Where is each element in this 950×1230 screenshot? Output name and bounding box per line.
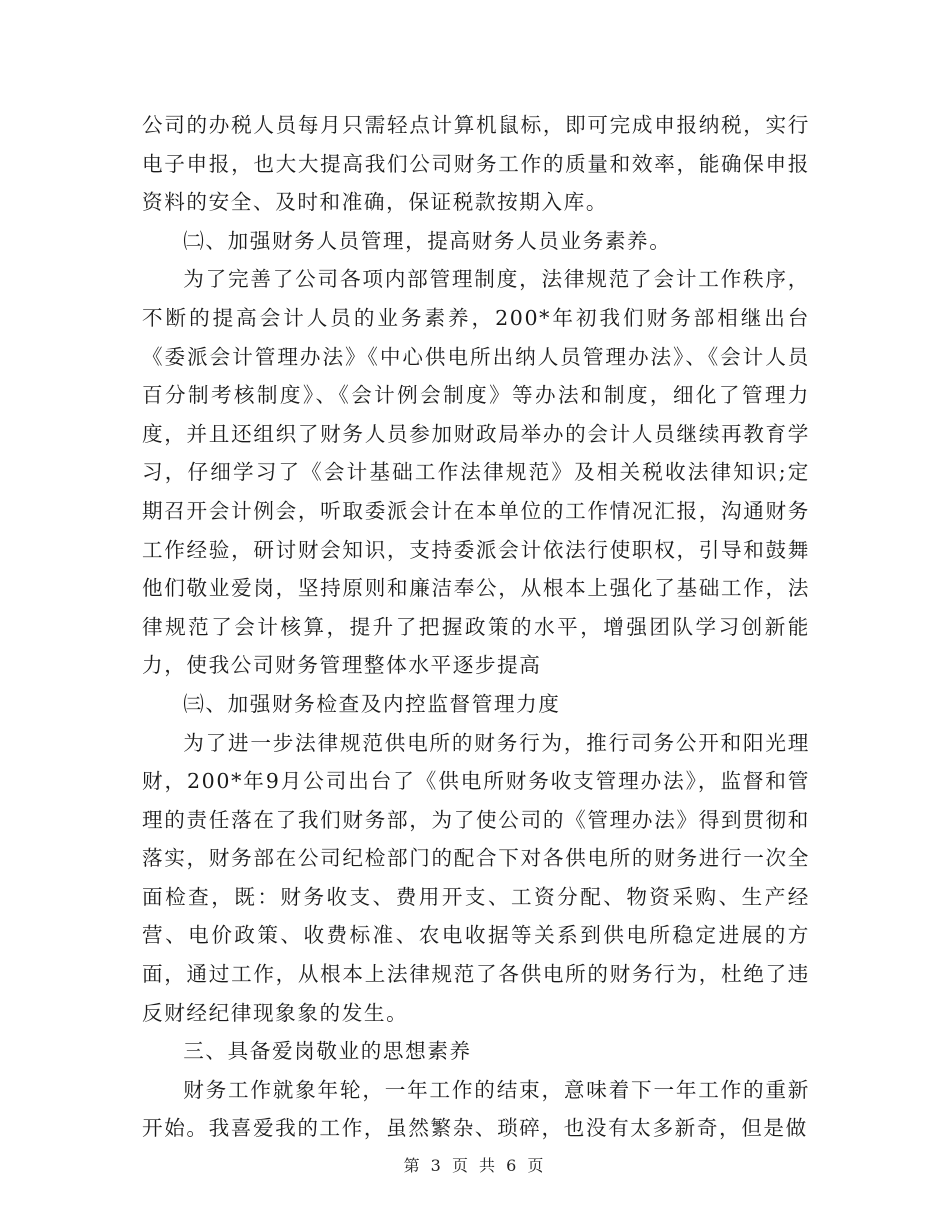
section-heading-2: ㈡、加强财务人员管理，提高财务人员业务素养。 [183,228,672,253]
paragraph-7: 财务工作就象年轮，一年工作的结束，意味着下一年工作的重新开始。我喜爱我的工作，虽然繁杂、琐碎，也没有太多新奇，但是做 [142,1077,810,1141]
page-footer: 第 3 页 共 6 页 [403,1156,547,1175]
paragraph-5: 为了进一步法律规范供电所的财务行为，推行司务公开和阳光理财，200*年9月公司出台了《供电所财务收支管理办法》，监督和管理的责任落在了我们财务部，为了使公司的《管理办法》得到贯彻和落实，财务部在公司纪检部门的配合下对各供电所的财务进行一次全面检查，既：财务收支、费用开支、工资分配、物资采购、生产经营、电价政策、收费标准、农电收据等关系到供电所稳定进展的方面，通过工作，从根本上法律规范了各供电所的财务行为，杜绝了违反财经纪律现象象的发生。 [142,730,810,1025]
paragraph-3: 为了完善了公司各项内部管理制度，法律规范了会计工作秩序，不断的提高会计人员的业务素养，200*年初我们财务部相继出台《委派会计管理办法》《中心供电所出纳人员管理办法》、《会计人员百分制考核制度》、《会计例会制度》等办法和制度，细化了管理力度，并且还组织了财务人员参加财政局举办的会计人员继续再教育学习，仔细学习了《会计基础工作法律规范》及相关税收法律知识;定期召开会计例会，听取委派会计在本单位的工作情况汇报，沟通财务工作经验，研讨财会知识，支持委派会计依法行使职权，引导和鼓舞他们敬业爱岗，坚持原则和廉洁奉公，从根本上强化了基础工作，法律规范了会计核算，提升了把握政策的水平，增强团队学习创新能力，使我公司财务管理整体水平逐步提高 [142,267,810,678]
paragraph-1: 公司的办税人员每月只需轻点计算机鼠标，即可完成申报纳税，实行电子申报，也大大提高我们公司财务工作的质量和效率，能确保申报资料的安全、及时和准确，保证税款按期入库。 [142,113,810,215]
section-heading-3: ㈢、加强财务检查及内控监督管理力度 [183,691,561,716]
section-heading-three: 三、具备爱岗敬业的思想素养 [183,1039,472,1064]
body-text [142,106,810,1148]
